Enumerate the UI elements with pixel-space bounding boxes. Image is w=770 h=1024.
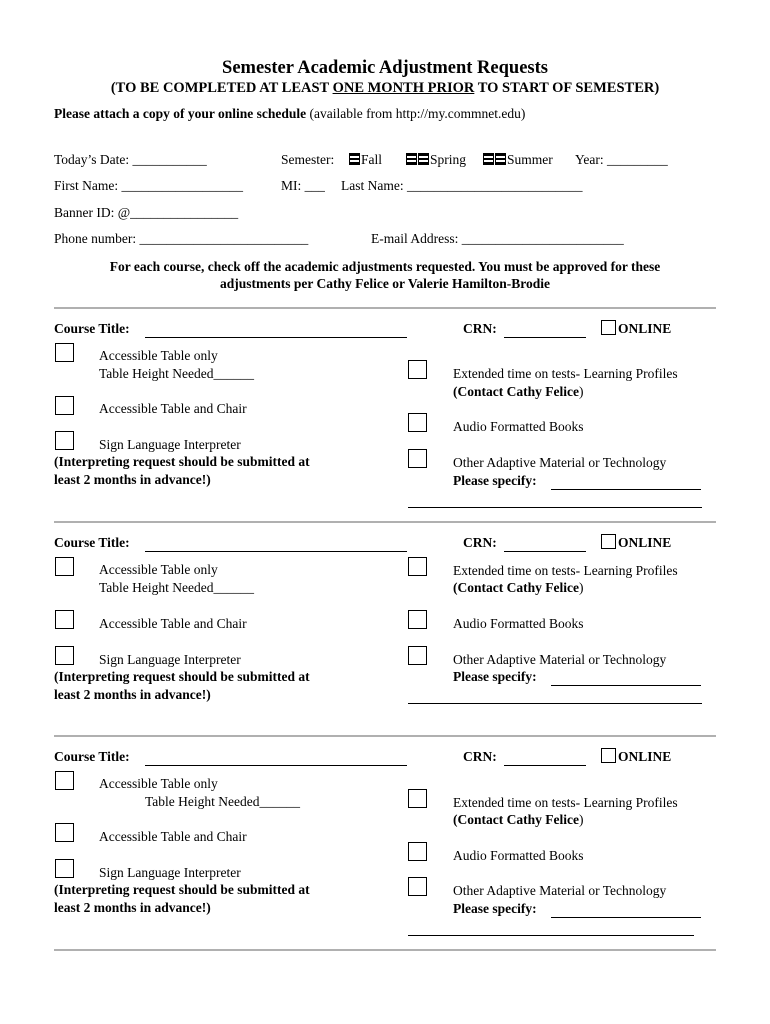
summer-label: Summer [507, 152, 553, 167]
table-chair-checkbox[interactable] [55, 610, 74, 629]
attach-note [54, 106, 525, 122]
mi-field[interactable]: MI: ___ [281, 178, 325, 193]
fall-label: Fall [361, 152, 383, 167]
attach-normal: (available from http://my.commnet.edu) [306, 106, 526, 121]
table-chair-label: Accessible Table and Chair [99, 616, 247, 631]
audio-books-label: Audio Formatted Books [453, 848, 584, 863]
audio-books-label: Audio Formatted Books [453, 419, 584, 434]
online-label: ONLINE [618, 535, 672, 550]
interp-note-2: least 2 months in advance!) [54, 900, 211, 915]
course-title-label: Course Title: [54, 321, 130, 336]
please-specify-input[interactable] [551, 917, 701, 918]
section-divider [54, 949, 716, 951]
banner-id-field[interactable]: Banner ID: @________________ [54, 205, 239, 220]
table-chair-label: Accessible Table and Chair [99, 829, 247, 844]
crn-label: CRN: [463, 749, 497, 764]
contact-bold: (Contact Cathy Felice [453, 384, 579, 399]
other-adaptive-label: Other Adaptive Material or Technology [453, 883, 667, 898]
section-divider [54, 307, 716, 309]
crn-label: CRN: [463, 535, 497, 550]
semester-label: Semester: [281, 152, 335, 167]
table-height-field[interactable]: Table Height Needed______ [99, 366, 255, 381]
instructions-line-2: adjustments per Cathy Felice or Valerie Hamilton-Brodie [220, 276, 550, 291]
table-only-label: Accessible Table only [99, 776, 218, 791]
extended-time-label: Extended time on tests- Learning Profiles [453, 366, 678, 381]
table-height-field[interactable]: Table Height Needed______ [99, 580, 255, 595]
online-label: ONLINE [618, 749, 672, 764]
summer-checkbox-icon-2 [495, 153, 506, 165]
spring-checkbox-icon-2 [418, 153, 429, 165]
interp-note-1: (Interpreting request should be submitted at [54, 669, 310, 684]
interp-note-2: least 2 months in advance!) [54, 472, 211, 487]
contact-note [453, 580, 583, 596]
table-chair-checkbox[interactable] [55, 823, 74, 842]
other-adaptive-checkbox[interactable] [408, 449, 427, 468]
page-subtitle [0, 80, 770, 97]
semester-summer-option[interactable] [483, 152, 553, 168]
page-title: Semester Academic Adjustment Requests [222, 58, 548, 78]
contact-close: ) [578, 384, 584, 399]
table-only-checkbox[interactable] [55, 557, 74, 576]
phone-field[interactable]: Phone number: _________________________ [54, 231, 309, 246]
first-name-field[interactable]: First Name: __________________ [54, 178, 243, 193]
extended-time-label: Extended time on tests- Learning Profiles [453, 563, 678, 578]
todays-date-field[interactable]: Today’s Date: ___________ [54, 152, 207, 167]
course-title-input[interactable] [145, 765, 407, 766]
online-checkbox[interactable] [601, 320, 616, 335]
spring-checkbox-icon[interactable] [406, 153, 417, 165]
instructions-line-1: For each course, check off the academic adjustments requested. You must be approved for these [109, 259, 661, 274]
contact-note [453, 812, 583, 828]
online-checkbox[interactable] [601, 534, 616, 549]
contact-close: ) [578, 812, 584, 827]
extended-time-checkbox[interactable] [408, 360, 427, 379]
table-height-field[interactable]: Table Height Needed______ [145, 794, 301, 809]
extended-time-label: Extended time on tests- Learning Profiles [453, 795, 678, 810]
course-title-input[interactable] [145, 337, 407, 338]
sign-language-label: Sign Language Interpreter [99, 865, 241, 880]
table-only-checkbox[interactable] [55, 771, 74, 790]
crn-input[interactable] [504, 765, 586, 766]
course-title-input[interactable] [145, 551, 407, 552]
year-field[interactable]: Year: _________ [575, 152, 668, 167]
course-title-label: Course Title: [54, 535, 130, 550]
audio-books-checkbox[interactable] [408, 842, 427, 861]
audio-books-label: Audio Formatted Books [453, 616, 584, 631]
attach-bold: Please attach a copy of your online schedule [54, 106, 307, 121]
section-divider [54, 735, 716, 737]
online-label: ONLINE [618, 321, 672, 336]
online-checkbox[interactable] [601, 748, 616, 763]
please-specify-input[interactable] [551, 489, 701, 490]
table-only-label: Accessible Table only [99, 348, 218, 363]
other-adaptive-checkbox[interactable] [408, 877, 427, 896]
summer-checkbox-icon[interactable] [483, 153, 494, 165]
extended-time-checkbox[interactable] [408, 789, 427, 808]
sign-language-checkbox[interactable] [55, 431, 74, 450]
table-chair-checkbox[interactable] [55, 396, 74, 415]
sign-language-label: Sign Language Interpreter [99, 652, 241, 667]
table-only-label: Accessible Table only [99, 562, 218, 577]
please-specify-label: Please specify: [453, 669, 537, 684]
semester-spring-option[interactable] [406, 152, 466, 168]
crn-label: CRN: [463, 321, 497, 336]
fall-checkbox-icon[interactable] [349, 153, 360, 165]
other-adaptive-label: Other Adaptive Material or Technology [453, 455, 667, 470]
subtitle-pre: (TO BE COMPLETED AT LEAST [110, 80, 333, 96]
table-chair-label: Accessible Table and Chair [99, 401, 247, 416]
contact-bold: (Contact Cathy Felice [453, 580, 579, 595]
specify-extra-line[interactable] [408, 703, 702, 704]
extended-time-checkbox[interactable] [408, 557, 427, 576]
sign-language-label: Sign Language Interpreter [99, 437, 241, 452]
contact-note [453, 384, 583, 400]
crn-input[interactable] [504, 551, 586, 552]
course-title-label: Course Title: [54, 749, 130, 764]
specify-extra-line[interactable] [408, 935, 694, 936]
spring-label: Spring [430, 152, 467, 167]
section-divider [54, 521, 716, 523]
interp-note-1: (Interpreting request should be submitted at [54, 454, 310, 469]
please-specify-label: Please specify: [453, 473, 537, 488]
subtitle-post: TO START OF SEMESTER) [474, 80, 660, 96]
please-specify-input[interactable] [551, 685, 701, 686]
other-adaptive-label: Other Adaptive Material or Technology [453, 652, 667, 667]
table-only-checkbox[interactable] [55, 343, 74, 362]
sign-language-checkbox[interactable] [55, 646, 74, 665]
interp-note-1: (Interpreting request should be submitted at [54, 882, 310, 897]
interp-note-2: least 2 months in advance!) [54, 687, 211, 702]
semester-fall-option[interactable] [349, 152, 382, 168]
email-field[interactable]: E-mail Address: ________________________ [371, 231, 624, 246]
subtitle-underlined: ONE MONTH PRIOR [332, 80, 475, 96]
crn-input[interactable] [504, 337, 586, 338]
specify-extra-line[interactable] [408, 507, 702, 508]
audio-books-checkbox[interactable] [408, 610, 427, 629]
other-adaptive-checkbox[interactable] [408, 646, 427, 665]
audio-books-checkbox[interactable] [408, 413, 427, 432]
contact-bold: (Contact Cathy Felice [453, 812, 579, 827]
sign-language-checkbox[interactable] [55, 859, 74, 878]
please-specify-label: Please specify: [453, 901, 537, 916]
contact-close: ) [578, 580, 584, 595]
last-name-field[interactable]: Last Name: __________________________ [341, 178, 583, 193]
